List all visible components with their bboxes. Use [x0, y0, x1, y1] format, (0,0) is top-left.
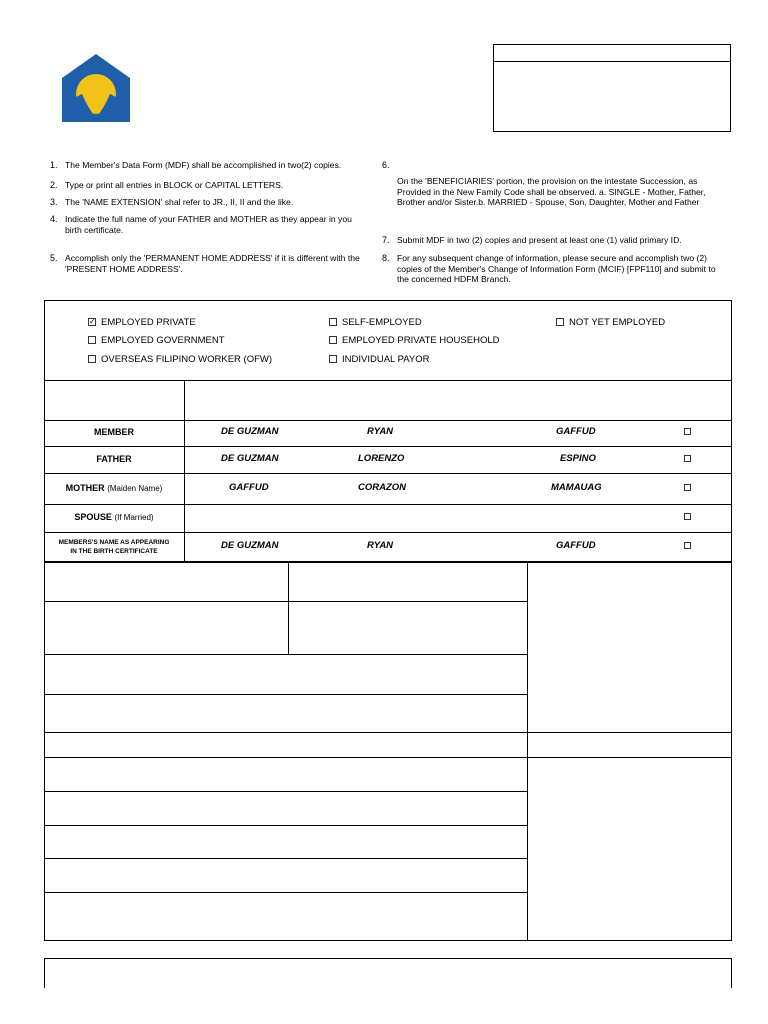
last-name-value: DE GUZMAN: [221, 452, 279, 464]
name-row-label: [44, 538, 184, 556]
membership-option-label: NOT YET EMPLOYED: [569, 317, 666, 328]
instruction-number: 6.: [382, 160, 390, 170]
name-row-label-main: MOTHER: [65, 482, 105, 493]
instruction-text: Indicate the full name of your FATHER and MOTHER as they appear in you birth certificate.: [65, 214, 352, 235]
last-name-value: DE GUZMAN: [221, 540, 279, 551]
checkbox-unchecked: [329, 318, 337, 326]
checkbox-unchecked: [88, 355, 96, 363]
first-name-value: RYAN: [367, 426, 394, 437]
first-name-value: CORAZON: [358, 481, 407, 493]
middle-name-value: GAFFUD: [556, 540, 596, 551]
checkbox-unchecked: [556, 318, 564, 326]
instruction-text: For any subsequent change of information, please secure and accomplish two (2) copies of the Member's Change of Information Form (MCIF) [FPF110] and submit to the concerned HDFM Branch.: [397, 253, 716, 284]
last-name-value: DE GUZMAN: [221, 426, 279, 437]
membership-option-label: EMPLOYED GOVERNMENT: [101, 335, 225, 346]
instruction-text: The Member's Data Form (MDF) shall be accomplished in two(2) copies.: [65, 160, 342, 170]
name-row-label-sub: (Maiden Name): [107, 483, 163, 493]
checkbox-unchecked: [88, 336, 96, 344]
name-row-label-main: FATHER: [96, 453, 132, 464]
last-name-value: GAFFUD: [229, 481, 269, 493]
instruction-text: On the 'BENEFICIARIES' portion, the provision on the intestate Succession, as Provided in the New Family Code shall be observed. a. SINGLE - Mother, Father, Brother and/or Sister.b. MARRIED - Spouse, Son, Daughter, Mother and Father: [397, 176, 706, 207]
instruction-number: 4.: [50, 214, 58, 224]
instruction-number: 7.: [382, 235, 390, 245]
first-name-value: LORENZO: [358, 452, 405, 464]
name-row-label: [44, 512, 184, 522]
no-middle-name-checkbox: [684, 484, 691, 491]
membership-option-label: EMPLOYED PRIVATE HOUSEHOLD: [342, 335, 500, 346]
name-row-label-main: MEMBER: [94, 427, 134, 437]
instruction-number: 2.: [50, 180, 58, 190]
instruction-text: Accomplish only the 'PERMANENT HOME ADDRESS' if it is different with the 'PRESENT HOME ADDRESS'.: [65, 253, 360, 274]
no-middle-name-checkbox: [684, 455, 691, 462]
no-middle-name-checkbox: [684, 542, 691, 549]
pagibig-logo: [60, 52, 132, 124]
instruction-text: Type or print all entries in BLOCK or CAPITAL LETTERS.: [65, 180, 284, 190]
name-row-label-main: SPOUSE: [74, 512, 112, 522]
checkbox-unchecked: [329, 336, 337, 344]
middle-name-value: MAMAUAG: [551, 481, 602, 493]
name-row-label: [44, 483, 184, 493]
permanent-address-box: [44, 958, 732, 988]
no-middle-name-checkbox: [684, 513, 691, 520]
name-row-label-line2: IN THE BIRTH CERTIFICATE: [70, 548, 158, 555]
name-row-label-line1: MEMBERS'S NAME AS APPEARING: [58, 539, 170, 546]
name-row-label: [44, 427, 184, 437]
membership-option-label: EMPLOYED PRIVATE: [101, 317, 196, 328]
checkbox-checked: ✓: [89, 317, 96, 326]
instruction-text: The 'NAME EXTENSION' shal refer to JR., II, II and the like.: [65, 197, 294, 207]
hdmf-use-box: [493, 44, 731, 132]
membership-option-label: SELF-EMPLOYED: [342, 317, 422, 328]
instruction-number: 5.: [50, 253, 58, 263]
first-name-value: RYAN: [367, 540, 394, 551]
middle-name-value: GAFFUD: [556, 426, 596, 437]
instruction-number: 1.: [50, 160, 58, 170]
instruction-number: 3.: [50, 197, 58, 207]
no-middle-name-checkbox: [684, 428, 691, 435]
instruction-text: Submit MDF in two (2) copies and present at least one (1) valid primary ID.: [397, 235, 682, 245]
membership-option-label: OVERSEAS FILIPINO WORKER (OFW): [101, 354, 273, 365]
checkbox-unchecked: [329, 355, 337, 363]
membership-option-label: INDIVIDUAL PAYOR: [342, 354, 430, 365]
name-row-label-sub: (If Married): [114, 513, 154, 522]
instruction-number: 8.: [382, 253, 390, 263]
name-row-label: [44, 454, 184, 464]
middle-name-value: ESPINO: [560, 452, 596, 464]
